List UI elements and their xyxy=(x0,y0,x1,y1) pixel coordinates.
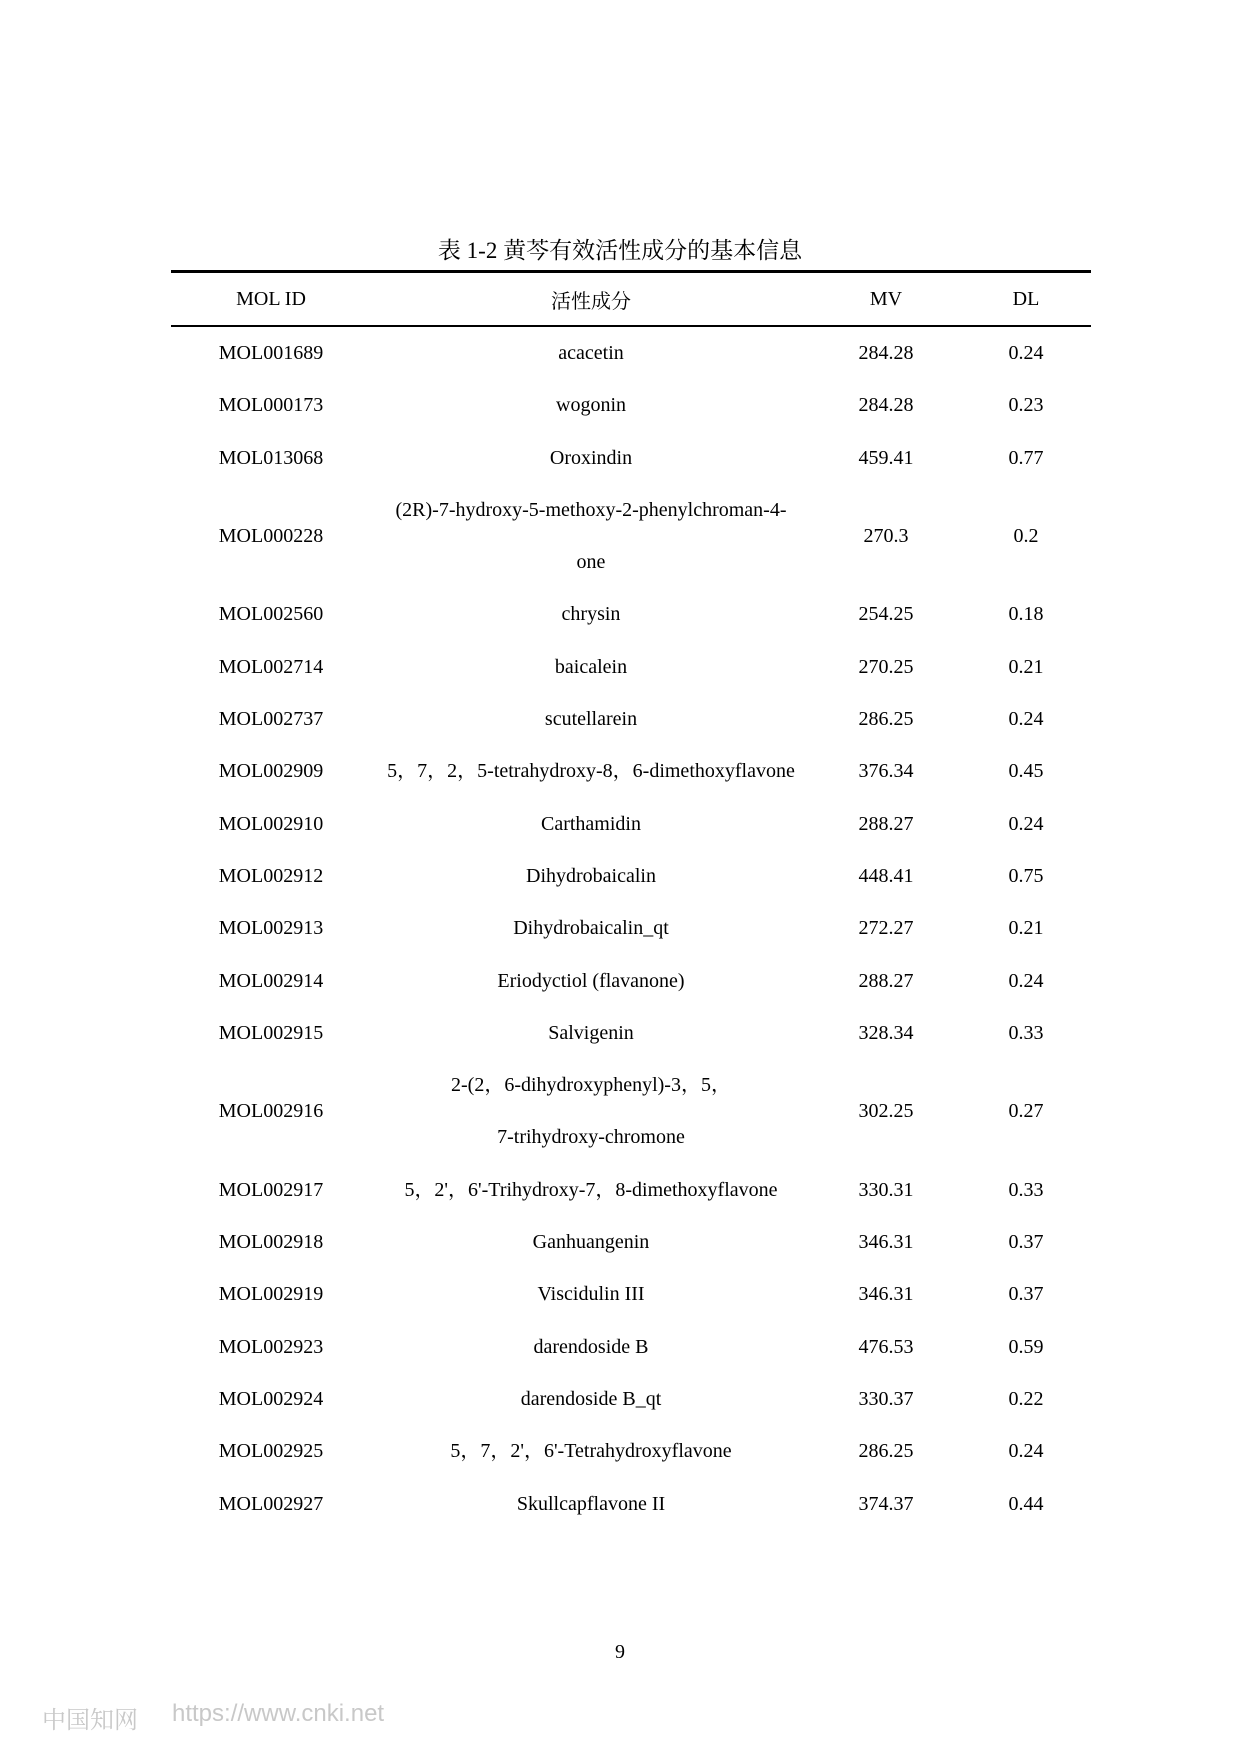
cell-mv: 254.25 xyxy=(858,603,914,626)
cell-mv: 346.31 xyxy=(858,1283,914,1306)
cell-dl: 0.22 xyxy=(1008,1387,1044,1410)
cell-dl: 0.33 xyxy=(1008,1178,1044,1201)
table-row xyxy=(171,1007,1091,1059)
cell-active-ingredient: Dihydrobaicalin xyxy=(526,864,656,887)
cell-active-ingredient: 7-trihydroxy-chromone xyxy=(497,1126,685,1149)
cell-active-ingredient: Eriodyctiol (flavanone) xyxy=(497,969,685,992)
cell-mol-id: MOL002925 xyxy=(218,1440,324,1463)
cell-dl: 0.37 xyxy=(1008,1231,1044,1254)
header-mv: MV xyxy=(869,287,903,310)
table-row xyxy=(171,902,1091,954)
cell-active-ingredient: 5，2'，6'-Trihydroxy-7，8-dimethoxyflavone xyxy=(404,1178,778,1201)
cell-mol-id: MOL002923 xyxy=(218,1335,324,1358)
cell-active-ingredient: darendoside B xyxy=(533,1335,649,1358)
cell-active-ingredient: 2-(2，6-dihydroxyphenyl)-3，5， xyxy=(451,1074,731,1097)
cell-active-ingredient: Dihydrobaicalin_qt xyxy=(513,917,669,940)
cell-dl: 0.24 xyxy=(1008,1440,1044,1463)
cell-mol-id: MOL002915 xyxy=(218,1021,324,1044)
cell-mol-id: MOL002913 xyxy=(218,917,324,940)
table-row xyxy=(171,432,1091,484)
cell-mv: 459.41 xyxy=(858,446,914,469)
cell-dl: 0.23 xyxy=(1008,394,1044,417)
table-row xyxy=(171,745,1091,797)
table-row xyxy=(171,1059,1091,1111)
cell-mol-id: MOL002914 xyxy=(218,969,324,992)
cell-active-ingredient: one xyxy=(576,551,606,574)
cell-mol-id: MOL002737 xyxy=(218,708,324,731)
cell-dl: 0.44 xyxy=(1008,1492,1044,1515)
cell-mol-id: MOL002912 xyxy=(218,864,324,887)
cell-mv: 476.53 xyxy=(858,1335,914,1358)
cell-dl: 0.27 xyxy=(1008,1100,1044,1123)
cell-mv: 286.25 xyxy=(858,708,914,731)
table-row xyxy=(171,484,1091,536)
cell-active-ingredient: Salvigenin xyxy=(548,1021,634,1044)
cell-mol-id: MOL002917 xyxy=(218,1178,324,1201)
cell-dl: 0.24 xyxy=(1008,342,1044,364)
cell-mol-id: MOL002560 xyxy=(218,603,324,626)
table-caption: 表 1-2 黄芩有效活性成分的基本信息 xyxy=(437,238,803,263)
cell-dl: 0.24 xyxy=(1008,969,1044,992)
table-container xyxy=(171,270,1091,1530)
cell-active-ingredient: (2R)-7-hydroxy-5-methoxy-2-phenylchroman-4- xyxy=(395,498,787,521)
cell-mv: 376.34 xyxy=(858,760,914,783)
page-number: 9 xyxy=(615,1641,625,1663)
table-row xyxy=(171,641,1091,693)
cell-active-ingredient: Oroxindin xyxy=(549,446,633,469)
cell-dl: 0.2 xyxy=(1013,525,1039,548)
table-row xyxy=(171,326,1091,379)
cell-active-ingredient: darendoside B_qt xyxy=(520,1387,662,1410)
cell-mv: 374.37 xyxy=(858,1492,914,1515)
watermark xyxy=(42,1700,384,1735)
table-row xyxy=(171,588,1091,640)
table-row xyxy=(171,693,1091,745)
cell-active-ingredient: acacetin xyxy=(558,342,624,364)
cell-mv: 288.27 xyxy=(858,812,914,835)
table-row xyxy=(171,1164,1091,1216)
cell-mol-id: MOL002714 xyxy=(218,655,324,678)
cell-active-ingredient: 5，7，2'，6'-Tetrahydroxyflavone xyxy=(450,1440,732,1463)
cell-mol-id: MOL000173 xyxy=(218,394,324,417)
cell-mol-id: MOL001689 xyxy=(218,342,324,364)
cell-dl: 0.33 xyxy=(1008,1021,1044,1044)
cell-dl: 0.45 xyxy=(1008,760,1044,783)
cell-mol-id: MOL002909 xyxy=(218,760,324,783)
data-table xyxy=(171,270,1091,1530)
cell-mv: 270.25 xyxy=(858,655,914,678)
table-header xyxy=(171,272,1091,327)
header-mol-id: MOL ID xyxy=(236,287,306,310)
cell-dl: 0.24 xyxy=(1008,708,1044,731)
cell-mv: 302.25 xyxy=(858,1100,914,1123)
table-row xyxy=(171,379,1091,431)
cell-mol-id: MOL002910 xyxy=(218,812,324,835)
cell-dl: 0.37 xyxy=(1008,1283,1044,1306)
table-row xyxy=(171,1321,1091,1373)
cell-active-ingredient: Ganhuangenin xyxy=(532,1231,650,1254)
cell-mv: 270.3 xyxy=(863,525,909,548)
cell-mol-id: MOL002927 xyxy=(218,1492,324,1515)
table-row xyxy=(171,1425,1091,1477)
table-row xyxy=(171,798,1091,850)
cell-mv: 328.34 xyxy=(858,1021,914,1044)
cell-active-ingredient: 5，7，2，5-tetrahydroxy-8，6-dimethoxyflavone xyxy=(387,760,795,783)
table-body xyxy=(171,326,1091,1530)
cell-active-ingredient: chrysin xyxy=(561,603,621,626)
header-row xyxy=(171,272,1091,327)
table-row xyxy=(171,1268,1091,1320)
cell-mv: 286.25 xyxy=(858,1440,914,1463)
cell-active-ingredient: Viscidulin III xyxy=(537,1283,645,1306)
cell-mol-id: MOL002918 xyxy=(218,1231,324,1254)
cell-active-ingredient: Skullcapflavone II xyxy=(516,1492,666,1515)
table-row xyxy=(171,1478,1091,1530)
cell-dl: 0.21 xyxy=(1008,917,1044,940)
cell-dl: 0.21 xyxy=(1008,655,1044,678)
cell-dl: 0.18 xyxy=(1008,603,1044,626)
table-row xyxy=(171,1373,1091,1425)
cell-active-ingredient: Carthamidin xyxy=(541,812,641,835)
header-active-ingredient: 活性成分 xyxy=(551,290,631,313)
cell-mol-id: MOL013068 xyxy=(218,446,324,469)
cell-active-ingredient: wogonin xyxy=(556,394,626,417)
cell-mv: 448.41 xyxy=(858,864,914,887)
cell-active-ingredient: scutellarein xyxy=(544,708,638,731)
watermark-url: https://www.cnki.net xyxy=(172,1700,385,1727)
cell-mv: 346.31 xyxy=(858,1231,914,1254)
cell-dl: 0.59 xyxy=(1008,1335,1044,1358)
cell-mol-id: MOL002924 xyxy=(218,1387,324,1410)
cell-dl: 0.24 xyxy=(1008,812,1044,835)
cell-dl: 0.75 xyxy=(1008,864,1044,887)
cell-mv: 284.28 xyxy=(858,342,914,364)
cell-mv: 330.37 xyxy=(858,1387,914,1410)
cell-mol-id: MOL000228 xyxy=(218,525,324,548)
cell-active-ingredient: baicalein xyxy=(554,655,628,678)
cell-mv: 330.31 xyxy=(858,1178,914,1201)
cell-mv: 272.27 xyxy=(858,917,914,940)
cell-mv: 284.28 xyxy=(858,394,914,417)
table-row xyxy=(171,955,1091,1007)
table-row xyxy=(171,850,1091,902)
cell-mol-id: MOL002916 xyxy=(218,1100,324,1123)
header-dl: DL xyxy=(1012,287,1040,310)
cell-mv: 288.27 xyxy=(858,969,914,992)
cell-dl: 0.77 xyxy=(1008,446,1044,469)
watermark-brand: 中国知网 xyxy=(42,1707,138,1734)
table-row xyxy=(171,1216,1091,1268)
cell-mol-id: MOL002919 xyxy=(218,1283,324,1306)
